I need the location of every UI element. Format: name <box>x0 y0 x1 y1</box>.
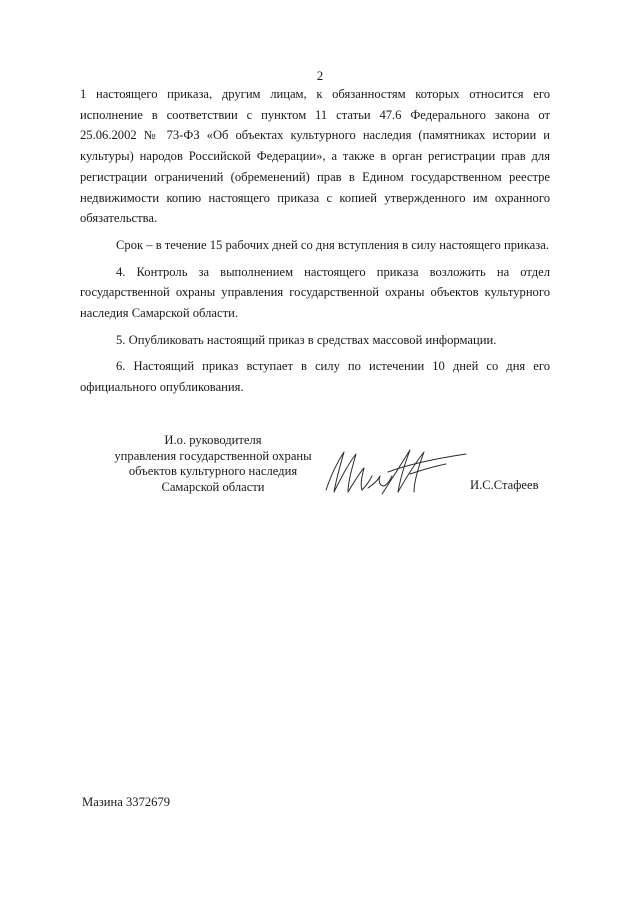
page-number: 2 <box>316 68 324 83</box>
signer-title-line: Самарской области <box>161 479 265 494</box>
paragraph-item-5: 5. Опубликовать настоящий приказ в средствах массовой информации. <box>116 332 497 347</box>
signer-name: И.С.Стафеев <box>470 478 539 492</box>
paragraph-deadline: Срок – в течение 15 рабочих дней со дня вступления в силу настоящего приказа. <box>116 237 549 252</box>
signer-title-line: управления государственной охраны <box>114 448 312 463</box>
paragraph-continuation: 1 настоящего приказа, другим лицам, к обязанностям которых относится его исполнение в соответствии с пунктом 11 статьи 47.6 Федерального закона от 25.06.2002 № 73-ФЗ «Об объектах культурного наследия (памятниках истории и культуры) народов Российской Федерации», а также в орган регистрации прав для регистрации ограничений (обременений) прав в Едином государственном реестре недвижимости копию настоящего приказа с копией утвержденного им охранного обязательства. <box>80 87 550 226</box>
paragraph-item-4: 4. Контроль за выполнением настоящего приказа возложить на отдел государственной охраны управления государственной охраны объектов культурного наследия Самарской области. <box>80 264 550 321</box>
executor-contact: Мазина 3372679 <box>82 795 171 809</box>
document-body <box>80 84 550 398</box>
handwritten-signature <box>318 442 468 502</box>
paragraph-item-6: 6. Настоящий приказ вступает в силу по истечении 10 дней со дня его официального опубликования. <box>80 359 550 395</box>
signer-title-line: объектов культурного наследия <box>128 464 298 478</box>
signer-title <box>78 433 348 495</box>
signer-title-line: И.о. руководителя <box>164 433 262 447</box>
